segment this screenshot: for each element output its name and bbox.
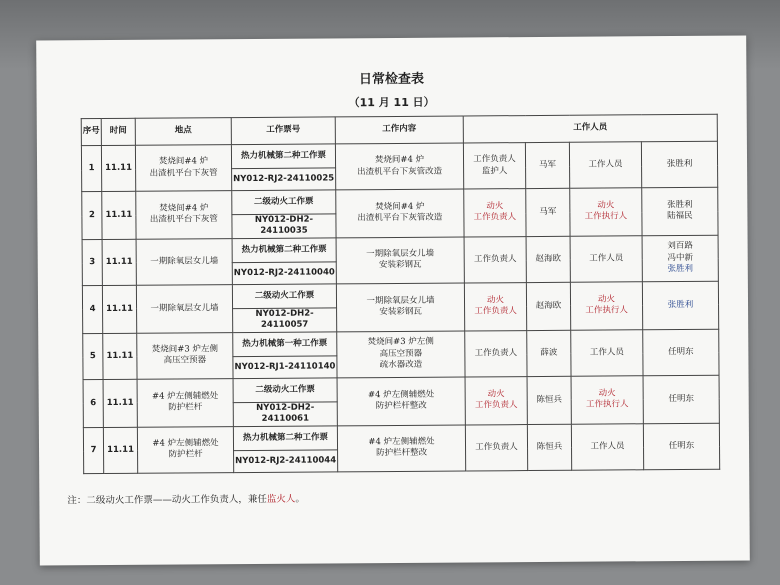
row-role1 xyxy=(464,283,526,331)
row-content xyxy=(337,425,465,472)
row-place xyxy=(136,239,232,286)
footnote xyxy=(67,491,305,507)
place-line: #4 炉左侧辅燃处 xyxy=(152,438,219,449)
place-line: 高压空预器 xyxy=(163,355,207,366)
table-row xyxy=(82,281,718,309)
row-ticket-no: NY012-DH2-24110057 xyxy=(233,308,337,333)
role1-line: 动火 xyxy=(486,295,505,306)
row-ticket-type: 二级动火工作票 xyxy=(232,284,336,309)
role1-line: 工作负责人 xyxy=(474,347,518,359)
row-role1 xyxy=(465,330,527,376)
content-line: 焚烧间#4 炉 xyxy=(375,201,425,213)
row-time: 11.11 xyxy=(103,333,137,379)
row-place xyxy=(135,145,231,192)
row-role2 xyxy=(569,142,641,189)
row-name2 xyxy=(642,187,718,235)
name2-line: 张胜利 xyxy=(667,264,694,275)
row-no: 7 xyxy=(83,427,103,473)
content-line: 防护栏杆整改 xyxy=(375,401,427,412)
place-line: 防护栏杆 xyxy=(168,402,203,413)
row-ticket-type: 二级动火工作票 xyxy=(233,378,337,403)
row-no: 2 xyxy=(82,192,102,240)
row-role1 xyxy=(464,189,526,237)
row-content xyxy=(336,237,464,284)
row-name1: 赵海欧 xyxy=(526,236,570,282)
row-no: 4 xyxy=(82,285,102,333)
role1-line: 工作负责人 xyxy=(473,212,517,223)
content-line: 高压空预器 xyxy=(379,348,423,359)
row-place xyxy=(137,332,233,379)
place-line: 防护栏杆 xyxy=(168,449,203,460)
row-role1 xyxy=(463,143,525,189)
role2-line: 工作人员 xyxy=(590,440,625,452)
table-body xyxy=(81,141,719,473)
header-place: 地点 xyxy=(135,118,231,146)
role1-line: 动火 xyxy=(487,389,505,400)
place-line: 一期除氧层女儿墙 xyxy=(150,302,219,314)
row-time: 11.11 xyxy=(103,379,137,427)
row-content xyxy=(337,331,465,378)
table-row xyxy=(83,423,719,451)
name2-line: 张胜利 xyxy=(667,199,693,211)
row-no: 3 xyxy=(82,239,102,285)
row-name1: 马军 xyxy=(526,188,570,236)
row-name1: 薛波 xyxy=(527,330,571,376)
row-time: 11.11 xyxy=(101,145,135,191)
content-line: 焚烧间#3 炉左侧 xyxy=(367,336,434,348)
sheet-title: 日常检查表 xyxy=(358,71,425,88)
row-name2 xyxy=(643,375,719,423)
role2-line: 工作执行人 xyxy=(585,305,628,317)
name2-line: 冯中新 xyxy=(667,252,694,263)
row-place xyxy=(137,378,233,427)
row-role1 xyxy=(465,424,527,470)
row-content xyxy=(337,377,465,426)
place-line: 焚烧间#4 炉 xyxy=(159,203,209,214)
name2-line: 张胜利 xyxy=(667,299,694,310)
footnote-highlight: 监火人 xyxy=(266,493,296,505)
row-name1: 陈恒兵 xyxy=(527,424,571,470)
row-name2 xyxy=(641,141,717,188)
role2-line: 动火 xyxy=(597,294,616,305)
row-role2 xyxy=(570,236,642,283)
content-line: 安装彩钢瓦 xyxy=(378,260,422,271)
header-ticket: 工作票号 xyxy=(231,117,335,145)
row-content xyxy=(336,189,464,238)
content-line: #4 炉左侧辅燃处 xyxy=(367,389,435,401)
row-name1: 赵海欧 xyxy=(526,282,570,330)
row-name2 xyxy=(642,235,718,282)
role2-line: 工作人员 xyxy=(589,253,624,264)
row-name1: 马军 xyxy=(525,142,569,188)
row-ticket-no: NY012-RJ2-24110025 xyxy=(232,168,336,191)
table-row xyxy=(82,235,718,263)
row-no: 1 xyxy=(81,146,101,192)
role2-line: 工作执行人 xyxy=(585,399,629,410)
row-name2 xyxy=(643,423,719,470)
row-role2 xyxy=(571,424,643,471)
header-time: 时间 xyxy=(101,118,135,145)
role1-line: 工作负责人 xyxy=(473,154,516,165)
role1-line: 工作负责人 xyxy=(475,441,518,453)
role1-line: 工作负责人 xyxy=(473,253,517,265)
footnote-text: 注：二级动火工作票——动火工作负责人，兼任 xyxy=(67,493,267,507)
row-ticket-type: 热力机械第一种工作票 xyxy=(233,332,337,357)
role1-line: 监护人 xyxy=(481,165,508,176)
row-ticket-type: 热力机械第二种工作票 xyxy=(233,426,337,451)
row-ticket-type: 二级动火工作票 xyxy=(232,190,336,215)
row-ticket-no: NY012-DH2-24110035 xyxy=(232,214,336,239)
place-line: 焚烧间#4 炉 xyxy=(158,156,209,167)
header-staff: 工作人员 xyxy=(463,114,717,143)
content-line: #4 炉左侧辅燃处 xyxy=(368,436,435,448)
content-line: 疏水器改造 xyxy=(379,359,423,371)
content-line: 一期除氧层女儿墙 xyxy=(366,248,435,260)
table-row xyxy=(82,187,718,215)
row-time: 11.11 xyxy=(103,427,137,473)
header-no: 序号 xyxy=(81,119,101,146)
row-time: 11.11 xyxy=(102,191,136,239)
table-row xyxy=(83,375,719,403)
name2-line: 陆福民 xyxy=(667,211,693,222)
content-line: 焚烧间#4 炉 xyxy=(374,154,425,166)
content-line: 出渣机平台下灰管改造 xyxy=(357,166,443,177)
row-ticket-type: 热力机械第二种工作票 xyxy=(231,144,335,169)
name2-line: 刘百路 xyxy=(667,241,693,252)
name2-line: 任明东 xyxy=(668,346,694,357)
row-time: 11.11 xyxy=(102,239,136,285)
row-role2 xyxy=(571,330,643,377)
row-name1: 陈恒兵 xyxy=(527,376,571,424)
name2-line: 张胜利 xyxy=(666,158,693,169)
row-no: 6 xyxy=(83,379,103,427)
table-row xyxy=(81,141,717,169)
name2-line: 任明东 xyxy=(668,393,694,404)
inspection-sheet xyxy=(36,36,750,566)
row-role2 xyxy=(570,282,642,330)
row-content xyxy=(336,283,464,332)
sheet-date: （11 月 11 日） xyxy=(348,95,435,110)
content-line: 一期除氧层女儿墙 xyxy=(366,295,435,307)
role1-line: 动火 xyxy=(486,201,504,212)
row-ticket-type: 热力机械第二种工作票 xyxy=(232,238,336,263)
row-no: 5 xyxy=(83,333,103,379)
role2-line: 动火 xyxy=(598,388,616,399)
inspection-table xyxy=(81,114,720,474)
table-row xyxy=(83,329,719,357)
row-role2 xyxy=(570,188,642,236)
content-line: 防护栏杆整改 xyxy=(376,448,428,459)
row-ticket-no: NY012-RJ1-24110140 xyxy=(233,356,337,379)
row-ticket-no: NY012-DH2-24110061 xyxy=(233,402,337,427)
content-line: 安装彩钢瓦 xyxy=(379,307,422,318)
row-place xyxy=(136,285,232,334)
row-name2 xyxy=(643,329,719,376)
place-line: #4 炉左侧辅燃处 xyxy=(152,391,219,402)
place-line: 焚烧间#3 炉左侧 xyxy=(151,344,218,355)
role1-line: 工作负责人 xyxy=(474,306,517,317)
content-line: 出渣机平台下灰管改造 xyxy=(357,213,443,224)
place-line: 一期除氧层女儿墙 xyxy=(150,255,219,267)
row-ticket-no: NY012-RJ2-24110044 xyxy=(234,450,338,473)
row-role2 xyxy=(571,376,643,424)
row-role1 xyxy=(465,376,527,424)
row-time: 11.11 xyxy=(102,285,136,333)
row-role1 xyxy=(464,237,526,283)
role2-line: 动火 xyxy=(597,200,615,211)
row-ticket-no: NY012-RJ2-24110040 xyxy=(232,262,336,285)
place-line: 出渣机平台下灰管 xyxy=(149,214,218,226)
row-content xyxy=(335,143,463,190)
role2-line: 工作执行人 xyxy=(584,211,628,223)
role2-line: 工作人员 xyxy=(588,159,623,170)
footnote-end: 。 xyxy=(295,493,305,505)
role2-line: 工作人员 xyxy=(589,347,624,358)
place-line: 出渣机平台下灰管 xyxy=(149,167,218,179)
role1-line: 工作负责人 xyxy=(474,400,518,411)
name2-line: 任明东 xyxy=(668,440,695,451)
header-content: 工作内容 xyxy=(335,116,463,144)
row-name2 xyxy=(642,281,718,329)
row-place xyxy=(137,426,233,473)
row-place xyxy=(136,191,232,240)
